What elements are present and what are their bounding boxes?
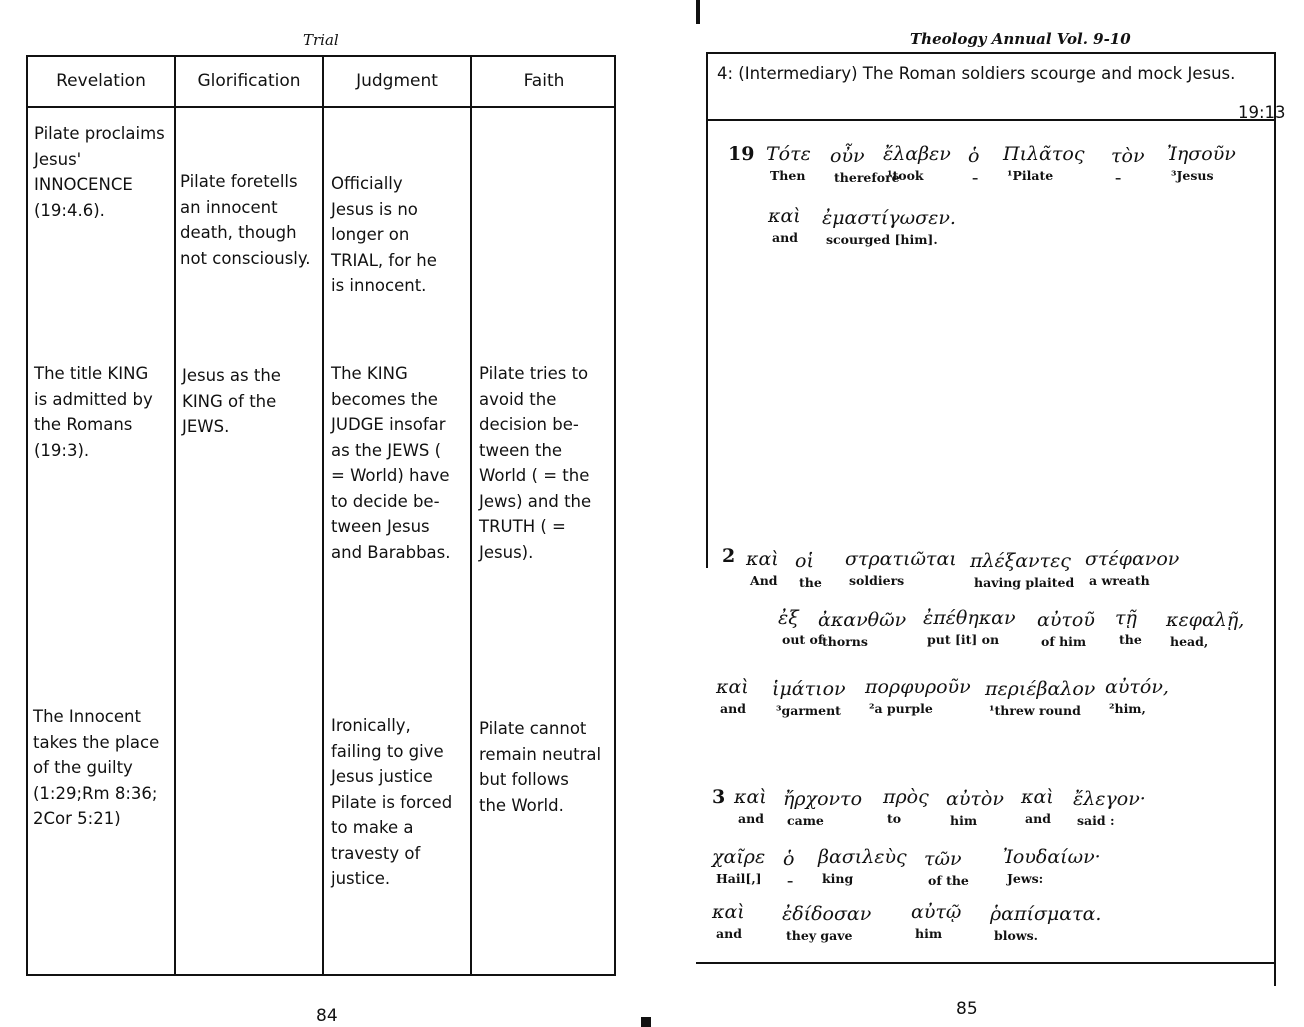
cell-line: The KING [331,364,408,383]
greek-word: ἐμαστίγωσεν. [822,207,956,229]
greek-word: Πιλᾶτος [1003,143,1085,165]
greek-word: ὁ [783,848,795,870]
english-gloss: and [716,926,742,941]
cell-line: (19:4.6). [34,200,105,220]
cell-line: Pilate cannot [479,719,587,738]
box-bottom-border [696,962,1276,964]
section-heading: 4: (Intermediary) The Roman soldiers scourge and mock Jesus. [717,64,1236,83]
verse-number-3: 3 [712,786,726,808]
cell-line: decision be- [479,415,579,434]
box-left-border [706,52,708,568]
greek-word: καὶ [746,548,779,570]
greek-word: Τότε [766,143,811,165]
english-gloss: they gave [786,928,853,943]
cell-line: becomes the [331,389,438,409]
greek-word: καὶ [1021,786,1054,808]
cell-line: Jesus justice [331,767,433,786]
left-running-head: Trial [303,31,339,49]
english-gloss: of him [1041,634,1087,649]
greek-word: αὐτῷ [911,901,962,923]
english-gloss: him [950,813,978,828]
greek-word: Ἰουδαίων· [1003,846,1101,868]
english-gloss: ³Jesus [1171,168,1214,183]
heading-divider [706,119,1276,121]
greek-word: ἱμάτιον [772,678,846,700]
english-gloss: and [772,230,798,245]
verse-reference: 19:13 [1238,103,1286,122]
cell-line: Officially [331,174,403,193]
greek-word: ῥαπίσματα. [990,903,1102,925]
cell-line: death, though [180,223,297,242]
cell-line: Jesus is no [331,199,418,219]
cell-line: TRUTH ( = [479,517,566,536]
cell-line: Pilate foretells [180,172,298,191]
cell-line: Pilate tries to [479,364,589,383]
cell-line: of the guilty [33,758,133,777]
english-gloss: ³garment [776,703,841,718]
greek-word: ἐξ [778,607,799,629]
column-divider [322,57,324,974]
box-right-border [1274,52,1276,986]
cell-line: JUDGE insofar [331,415,446,434]
english-gloss: therefore [834,170,900,185]
left-page-number: 84 [316,1006,338,1026]
greek-word: τὸν [1111,145,1145,167]
english-gloss: of the [928,873,969,888]
cell-line: the World. [479,795,564,815]
cell-line: but follows [479,770,569,789]
cell-line: Jews) and the [479,491,592,511]
box-top-border [706,52,1276,54]
english-gloss: – [972,170,979,185]
cell-line: failing to give [331,741,444,761]
cell-revelation-2 [34,361,153,463]
cell-line: not consciously. [180,248,311,268]
cell-line: an innocent [180,197,278,217]
cell-line: tween the [479,440,563,460]
english-gloss: ¹took [887,168,924,183]
header-glorification: Glorification [197,71,301,91]
english-gloss: him [915,926,943,941]
english-gloss: ¹Pilate [1007,168,1054,183]
english-gloss: came [787,813,824,828]
greek-word: στρατιῶται [845,548,957,570]
greek-word: τῶν [924,848,962,870]
english-gloss: ¹threw round [989,703,1081,718]
english-gloss: thorns [822,634,868,649]
english-gloss: and [738,811,764,826]
cell-line: longer on [331,225,410,244]
cell-line: Jesus). [479,542,534,562]
cell-faith-3 [479,716,607,818]
cell-judgment-3 [331,713,465,892]
greek-word: καὶ [768,205,801,227]
cell-line: KING of the [182,391,277,411]
greek-word: ἔλαβεν [883,143,951,165]
cell-line: Pilate is forced [331,792,453,812]
english-gloss: said : [1077,813,1115,828]
greek-word: πορφυροῦν [865,676,971,698]
header-faith: Faith [523,71,565,91]
greek-word: οἱ [795,550,814,572]
greek-word: ἤρχοντο [783,788,863,810]
greek-word: καὶ [734,786,767,808]
english-gloss: king [822,871,854,886]
greek-word: πλέξαντες [970,550,1071,572]
greek-word: καὶ [712,901,745,923]
header-revelation: Revelation [56,71,146,91]
cell-line: (19:3). [34,440,90,460]
cell-line: is innocent. [331,276,427,295]
greek-word: ἐδίδοσαν [782,903,872,925]
cell-line: travesty of [331,843,421,863]
greek-word: χαῖρε [712,846,766,868]
english-gloss: – [787,873,794,888]
cell-line: = World) have [331,466,450,485]
trial-table [26,55,616,976]
verse-number-2: 2 [722,545,736,567]
english-gloss: head, [1170,634,1209,649]
cell-line: The Innocent [33,707,141,726]
cell-glorification-1 [180,169,311,271]
greek-word: ἀκανθῶν [818,609,907,631]
verse-box [706,52,1286,986]
cell-revelation-1 [34,121,165,223]
cell-line: TRIAL, for he [331,250,437,270]
english-gloss: out of [782,632,824,647]
greek-word: περιέβαλον [985,678,1096,700]
english-gloss: having plaited [974,575,1075,590]
cell-line: Ironically, [331,716,411,735]
greek-word: τῇ [1115,607,1137,629]
english-gloss: the [799,575,822,590]
greek-word: βασιλεὺς [818,846,907,868]
english-gloss: soldiers [849,573,905,588]
cell-revelation-3 [33,704,168,832]
cell-line: is admitted by [34,389,153,409]
english-gloss: put [it] on [927,632,1000,647]
english-gloss: a wreath [1089,573,1150,588]
right-page-number: 85 [956,999,978,1019]
cell-line: to make a [331,818,414,837]
cell-line: and Barabbas. [331,542,451,562]
english-gloss: scourged [him]. [826,232,938,247]
greek-word: στέφανον [1085,548,1180,570]
cell-glorification-2 [182,363,314,440]
greek-word: πρὸς [883,786,929,808]
english-gloss: and [1025,811,1051,826]
gutter-mark [696,0,700,24]
cell-line: tween Jesus [331,517,430,536]
english-gloss: Then [770,168,806,183]
cell-judgment-2 [331,361,465,565]
cell-judgment-1 [331,171,464,299]
english-gloss: to [887,811,902,826]
gutter-mark [641,1017,651,1027]
greek-word: ἔλεγον· [1073,788,1146,810]
cell-line: JEWS. [182,417,230,436]
english-gloss: and [720,701,746,716]
cell-line: remain neutral [479,744,602,764]
english-gloss: the [1119,632,1142,647]
greek-word: κεφαλῇ, [1166,609,1245,631]
greek-word: καὶ [716,676,749,698]
header-judgment: Judgment [356,71,438,91]
english-gloss: Hail[,] [716,871,762,886]
english-gloss: – [1115,170,1122,185]
greek-word: αὐτόν, [1105,676,1169,698]
english-gloss: Jews: [1007,871,1044,886]
english-gloss: ²him, [1109,701,1146,716]
cell-line: to decide be- [331,491,440,511]
greek-word: ὁ [968,145,980,167]
cell-line: Jesus' [34,149,82,169]
cell-line: Pilate proclaims [34,124,165,143]
english-gloss: blows. [994,928,1038,943]
cell-line: the Romans [34,415,133,434]
cell-line: takes the place [33,732,160,752]
verse-number-19: 19 [728,143,755,165]
cell-line: avoid the [479,389,557,409]
greek-word: οὖν [830,145,865,167]
cell-line: as the JEWS ( [331,440,442,460]
cell-line: Jesus as the [182,366,281,385]
column-divider [174,57,176,974]
cell-line: justice. [331,869,391,888]
column-divider [470,57,472,974]
right-running-head: Theology Annual Vol. 9-10 [910,30,1131,48]
greek-word: αὐτοῦ [1037,609,1095,631]
cell-line: The title KING [34,364,149,383]
english-gloss: ²a purple [869,701,933,716]
cell-line: INNOCENCE [34,175,133,194]
cell-line: (1:29;Rm 8:36; [33,783,158,803]
header-divider [28,106,614,108]
english-gloss: And [750,573,778,588]
greek-word: ἐπέθηκαν [923,607,1016,629]
greek-word: αὐτὸν [946,788,1004,810]
cell-line: 2Cor 5:21) [33,809,121,828]
cell-line: World ( = the [479,466,590,485]
greek-word: Ἰησοῦν [1167,143,1236,165]
cell-faith-2 [479,361,611,565]
